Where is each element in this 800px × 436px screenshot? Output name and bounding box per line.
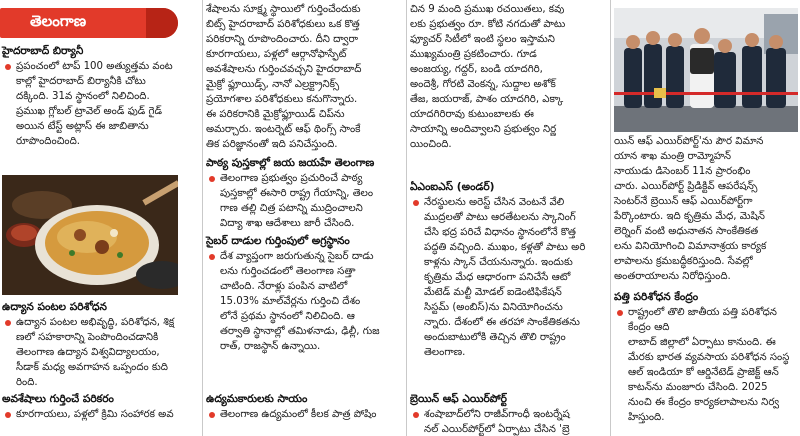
article-residue-device-cont — [206, 2, 402, 152]
article-heading: హైదరాబాద్ బిర్యానీ — [2, 45, 84, 57]
article-heading: ఉద్యమకారులకు సాయం — [206, 393, 308, 405]
article-body-row — [2, 315, 198, 390]
article-body: శేషాలను సూక్ష్మ స్థాయిలో గుర్తించేందుకు బిట్స్ హైదరాబాద్ పరిశోధకులు ఒక కొత్త పరికరాన్ని రూపొందించారు. దీని ద్వారా కూరగాయలు, పళ్లలో ఆర్గానోఫాస్ఫేట్ అవశేషాలను గుర్తించవచ్చని హైదరాబాద్ మైక్రో ఫ్లూయిడ్స్, నానో ఎల్రక్ట్రానిక్స్ ప్రయోగశాల పరిశోధకులు కనుగొన్నారు. ఈ పరికరానికి మైక్రోఫ్లూయిడ్ చిప్‌ను అమర్చారు. ఇంటర్నెట్ ఆఫ్ థింగ్స్ సాంకే తిక పరిజ్ఞానంతో ఇది పనిచేస్తుంది. — [206, 4, 362, 150]
article-cotton-research — [614, 290, 798, 425]
article-residue-device — [2, 392, 198, 422]
article-body-row — [2, 407, 198, 422]
article-body: దేశ వ్యాప్తంగా జరుగుతున్న సైబర్ దాడు లను గుర్తించడంలో తెలంగాణ సత్తా చాటింది. నేరాళ్లు పంపిన వాటిలో 15.03% మాల్‌వేర్లను గుర్తించి దేశం లోనే ప్రథమ స్థానంలో నిలిచింది. ఆ తర్వాతి స్థానాల్లో తమిళనాడు, ఢిల్లీ, గుజ రాత్, రాజస్థాన్ ఉన్నాయి. — [220, 251, 380, 352]
section-banner-tail — [146, 8, 178, 38]
column-1 — [0, 0, 200, 436]
column-rule-3 — [610, 0, 611, 436]
article-ambis — [410, 180, 606, 360]
bullet-dot — [617, 310, 623, 316]
article-heading: పాఠ్య పుస్తకాల్లో జయ జయహే తెలంగాణ — [206, 157, 375, 169]
column-rule-2 — [406, 0, 407, 436]
article-brain-airport — [410, 392, 606, 436]
article-horticulture — [2, 300, 198, 390]
bullet-dot — [209, 412, 215, 418]
article-heading: అవశేషాలు గుర్తించే పరికరం — [2, 393, 114, 405]
article-body: నేరస్థులను అరెస్ట్ చేసిన వెంటనే వేలి ముద్రలతో పాటు ఆరతేటలను స్కానింగ్ చేసి భద్ర పరిచే విధానం స్థానంలోనే కొత్త పద్ధతి వచ్చింది. ముఖం, కళ్లతో పాటు అరి కాళ్లను స్కాన్ చేయనున్నారు. ఇందుకు కృత్రిమ మేధ ఆధారంగా పనిచేసే ఆటో మేటెడ్ మల్టీ మోడల్ ఐడెంటిఫికేషన్ సిస్టమ్ (అంబిస్)ను వినియోగించను న్నారు. దేశంలో ఈ తరహా సాంకేతికతను అందుబాటులోకి తెచ్చిన తొలి రాష్ట్రం తెలంగాణ. — [424, 197, 586, 358]
article-body: కూరగాయలు, పళ్లలో క్రిమి సంహారక అవ — [16, 409, 174, 420]
article-body: ఉద్యాన పంటల అభివృద్ధి, పరిశోధన, శిక్ష ణలో సహకారాన్ని పెంపొందించడానికి తెలంగాణ ఉద్యాన విశ్వవిద్యాలయం, సీడాక్ మధ్య అవగాహన ఒప్పందం కుది రింది. — [16, 317, 175, 388]
column-3 — [408, 0, 608, 436]
article-heading: బ్రెయిన్ ఆఫ్ ఎయిర్‌పోర్ట్ — [410, 393, 507, 405]
article-body-row — [206, 171, 402, 231]
article-body: శంషాబాద్‌లోని రాజీవ్‌గాంధీ ఇంటర్నేష నల్ ఎయిర్‌పోర్ట్‌లో ఏర్పాటు చేసిన 'బ్రె — [424, 409, 570, 435]
section-banner-title: తెలంగాణ — [30, 12, 87, 30]
article-body: తెలంగాణ ఉద్యమంలో కీలక పాత్ర పోషిం — [220, 409, 377, 420]
bullet-dot — [209, 254, 215, 260]
biryani-photo — [2, 175, 178, 295]
article-body-row — [410, 407, 606, 436]
article-body: యిన్ ఆఫ్ ఎయిర్‌పోర్ట్'ను పౌర విమాన యాన శాఖ మంత్రి రామ్మోహన్ నాయుడు డిసెంబర్ 11న ప్రారంభిం చారు. ఎయిర్‌పోర్ట్ ప్రిడిక్టివ్ ఆపరేషన్స్ సెంటర్‌నే బ్రెయిన్ ఆఫ్ ఎయిర్‌పోర్ట్‌గా పేర్కొంటారు. ఇది కృత్రిమ మేధ, మెషిన్ లెర్నింగ్ వంటి అధునాతన సాంకేతికత లను వినియోగించి విమానాశ్రయ కార్యక లాపాలను క్రమబద్ధీకరిస్తుంది. సేవల్లో అంతరాయాలను నిరోధిస్తుంది. — [614, 136, 767, 282]
bullet-dot — [209, 176, 215, 182]
bullet-dot — [5, 412, 11, 418]
article-cyber — [206, 234, 402, 354]
article-activists — [206, 392, 402, 422]
article-heading: పత్తి పరిశోధన కేంద్రం — [614, 291, 699, 303]
article-body-row — [2, 59, 198, 149]
article-body: చిన 9 మంది ప్రముఖ రచయితలు, కవు లకు ప్రభుత్వం రూ. కోటి నగదుతో పాటు ఫ్యూచర్ సిటీలో ఇంటి స్థలం ఇస్తామని ముఖ్యమంత్రి ప్రకటించారు. గూడ అంజయ్య, గద్దర్, బండి యాదగిరి, అందెశ్రీ, గోరటి వెంకన్న, సుద్దాల అశోక్ తేజ, జయరాజ్, పాశం యాదగిరి, ఎక్కా యాదగిరిరావు కుటుంబాలకు ఈ సాయాన్ని అందివ్వాలని ప్రభుత్వం నిర్ణ యించింది. — [410, 4, 566, 150]
article-heading: ఉద్యాన పంటల పరిశోధన — [2, 301, 107, 313]
bullet-dot — [413, 200, 419, 206]
article-textbooks — [206, 156, 402, 231]
article-body: ప్రపంచంలో టాప్ 100 అత్యుత్తమ వంట కాల్లో హైదరాబాద్ బిర్యానీకి చోటు దక్కింది. 31వ స్థానంలో నిలిచింది. ప్రముఖ గ్లోబల్ ట్రావెల్ అండ్ ఫుడ్ గైడ్ అయిన టేస్ట్ అట్లాస్ ఈ జాబితాను రూపొందించింది. — [16, 61, 173, 147]
article-body-row — [206, 407, 402, 422]
column-4 — [612, 0, 800, 436]
bullet-dot — [413, 412, 419, 418]
article-heading: సైబర్ దాడుల గుర్తింపులో అగ్రస్థానం — [206, 235, 350, 247]
column-2 — [204, 0, 404, 436]
article-body-row — [206, 249, 402, 354]
article-body-row — [614, 305, 798, 425]
article-activists-cont — [410, 2, 606, 152]
column-rule-1 — [202, 0, 203, 436]
article-body: తెలంగాణ ప్రభుత్వం ప్రచురించే పాఠ్య పుస్తకాల్లో ఈసారి రాష్ట్ర గేయాన్ని, తెలం గాణ తల్లి చిత్ర పటాన్ని ముద్రించాలని విద్యా శాఖ ఆదేశాలు జారీ చేసింది. — [220, 173, 374, 229]
article-biryani — [2, 44, 198, 149]
article-body-row — [410, 195, 606, 360]
bullet-dot — [5, 64, 11, 70]
biryani-image — [2, 175, 178, 295]
article-heading: ఏఎంఐఎస్ (అండర్) — [410, 181, 495, 193]
bullet-dot — [5, 320, 11, 326]
article-body: రాష్ట్రంలో తొలి జాతీయ పత్తి పరిశోధన కేంద్రం ఆది లాబాద్ జిల్లాలో ఏర్పాటు కానుంది. ఈ మేరకు భారత వ్యవసాయ పరిశోధన సంస్థ ఆల్ ఇండియా కో ఆర్డినేటెడ్ ప్రాజెక్ట్ ఆన్ కాటన్‌ను మంజూరు చేసింది. 2025 నుంచి ఈ కేంద్రం కార్యకలాపాలను నిర్వ హిస్తుంది. — [628, 307, 790, 423]
article-brain-airport-cont — [614, 134, 798, 284]
